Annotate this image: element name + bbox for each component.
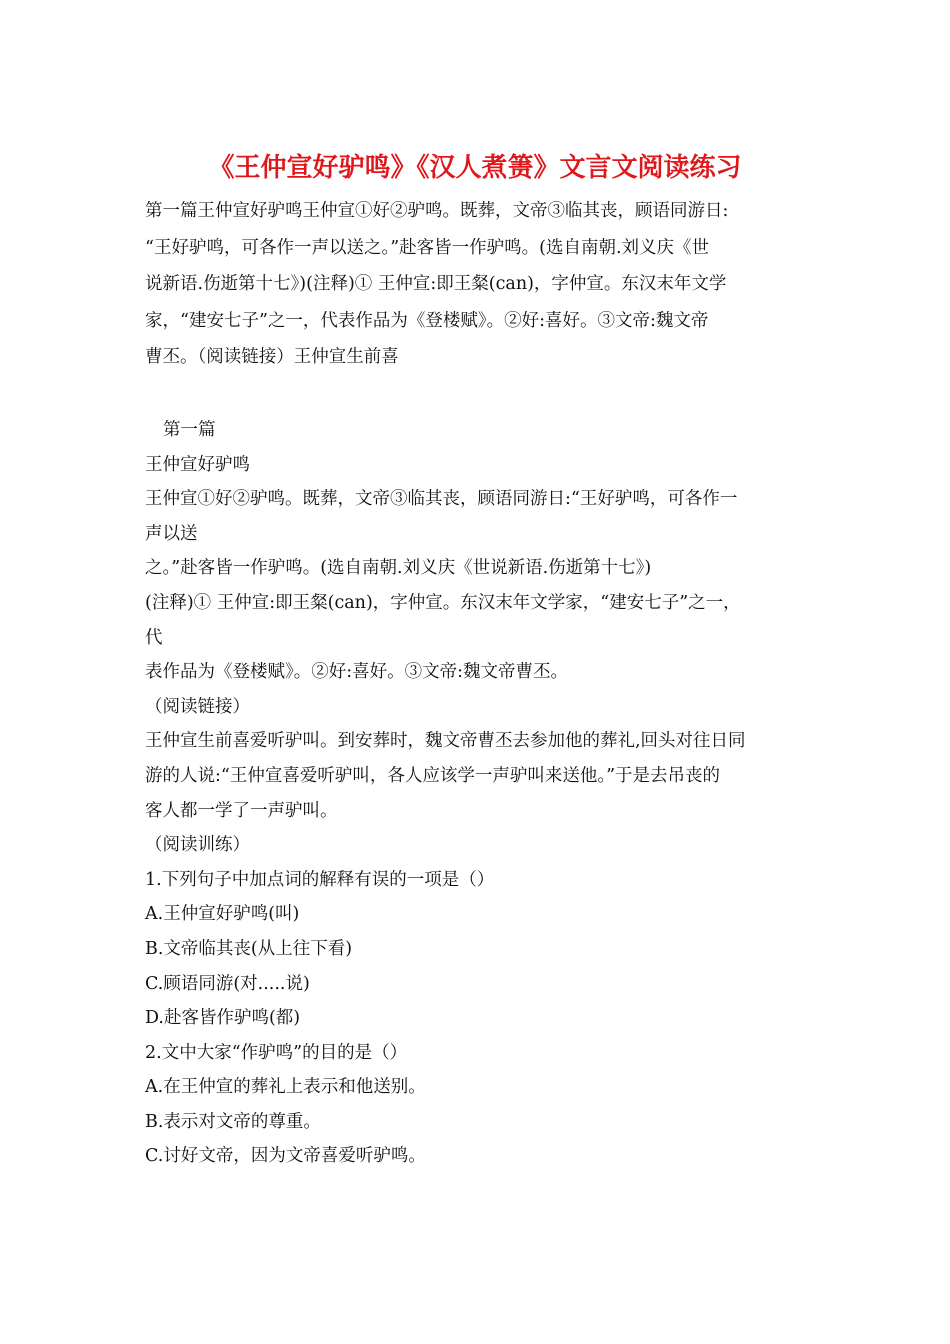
option-text: B.文帝临其丧(从上往下看)	[145, 938, 353, 959]
option-text: C.顾语同游(对.....说)	[145, 973, 310, 994]
question-text: 2.文中大家“作驴鸣”的目的是（）	[145, 1042, 408, 1063]
option-text: A.在王仲宣的葬礼上表示和他送别。	[145, 1077, 426, 1098]
translation-line: 游的人说:“王仲宣喜爱听驴叫，各人应该学一声驴叫来送他。”于是去吊丧的	[145, 765, 721, 786]
passage-line: 王仲宣①好②驴鸣。既葬，文帝③临其丧，顾语同游日:“王好驴鸣，可各作一	[145, 489, 738, 510]
note-line: 代	[145, 627, 163, 648]
option-text: D.赴客皆作驴鸣(都)	[145, 1008, 301, 1029]
question-text: 1.下列句子中加点词的解释有误的一项是（）	[145, 869, 495, 890]
summary-line: 家，“建安七子”之一，代表作品为《登楼赋》。②好:喜好。③文帝:魏文帝	[145, 310, 709, 331]
translation-line: 王仲宣生前喜爱听驴叫。到安葬时，魏文帝曹丕去参加他的葬礼,回头对往日同	[145, 731, 746, 752]
section-label: （阅读链接）	[145, 696, 250, 717]
summary-line: 曹丕。（阅读链接）王仲宣生前喜	[145, 347, 399, 367]
section-label: （阅读训练）	[145, 835, 250, 856]
summary-line: “王好驴鸣，可各作一声以送之。”赴客皆一作驴鸣。(选自南朝.刘义庆《世	[145, 237, 710, 258]
option-text: A.王仲宣好驴鸣(叫)	[145, 904, 300, 925]
summary-paragraph	[145, 193, 810, 376]
summary-line: 第一篇王仲宣好驴鸣王仲宣①好②驴鸣。既葬，文帝③临其丧，顾语同游日:	[145, 201, 729, 221]
section-heading: 第一篇	[163, 420, 216, 440]
passage-line: 声以送	[145, 523, 198, 544]
document-body	[145, 413, 810, 1174]
passage-title: 王仲宣好驴鸣	[145, 454, 250, 475]
option-text: B.表示对文帝的尊重。	[145, 1111, 321, 1132]
note-line: (注释)① 王仲宣:即王粲(can)，字仲宣。东汉末年文学家，“建安七子”之一，	[145, 592, 741, 613]
summary-line: 说新语.伤逝第十七》)(注释)① 王仲宣:即王粲(can)，字仲宣。东汉末年文学	[145, 274, 727, 294]
note-line: 表作品为《登楼赋》。②好:喜好。③文帝:魏文帝曹丕。	[145, 662, 569, 683]
translation-line: 客人都一学了一声驴叫。	[145, 800, 338, 821]
passage-line: 之。”赴客皆一作驴鸣。(选自南朝.刘义庆《世说新语.伤逝第十七》)	[145, 558, 652, 579]
option-text: C.讨好文帝，因为文帝喜爱听驴鸣。	[145, 1146, 426, 1167]
document-title: 《王仲宣好驴鸣》《汉人煮箦》文言文阅读练习	[208, 153, 742, 183]
